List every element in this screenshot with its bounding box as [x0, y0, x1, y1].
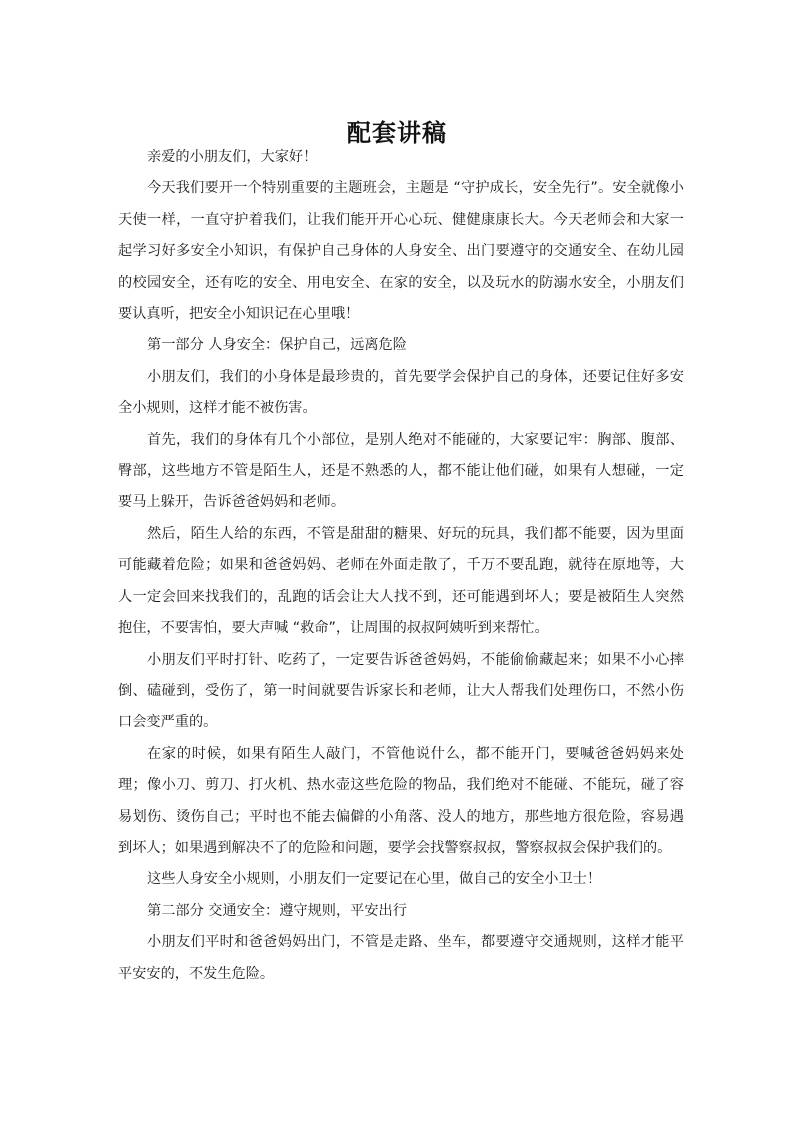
- paragraph-intro: 今天我们要开一个特别重要的主题班会，主题是 “守护成长，安全先行”。安全就像小天使一样，一直守护着我们，让我们能开开心心玩、健健康康长大。今天老师会和大家一起学习好多安全小知识，有保护自己身体的人身安全、出门要遵守的交通安全、在幼儿园的校园安全，还有吃的安全、用电安全、在家的安全，以及玩水的防溺水安全，小朋友们要认真听，把安全小知识记在心里哦！: [118, 180, 684, 323]
- paragraph: 然后，陌生人给的东西，不管是甜甜的糖果、好玩的玩具，我们都不能要，因为里面可能藏着危险；如果和爸爸妈妈、老师在外面走散了，千万不要乱跑，就待在原地等，大人一定会回来找我们的，乱跑的话会让大人找不到，还可能遇到坏人；要是被陌生人突然抱住，不要害怕，要大声喊 “救命”，让周围的叔叔阿姨听到来帮忙。: [118, 525, 684, 637]
- paragraph: 首先，我们的身体有几个小部位，是别人绝对不能碰的，大家要记牢：胸部、腹部、臀部，这些地方不管是陌生人，还是不熟悉的人，都不能让他们碰，如果有人想碰，一定要马上躲开，告诉爸爸妈妈和老师。: [118, 431, 684, 511]
- section-heading-traffic-safety: 第二部分 交通安全：遵守规则，平安出行: [147, 902, 407, 919]
- section-heading-personal-safety: 第一部分 人身安全：保护自己，远离危险: [147, 337, 407, 354]
- document-title: 配套讲稿: [347, 118, 447, 148]
- paragraph: 小朋友们，我们的小身体是最珍贵的，首先要学会保护自己的身体，还要记住好多安全小规则，这样才能不被伤害。: [118, 368, 684, 417]
- paragraph: 小朋友们平时和爸爸妈妈出门，不管是走路、坐车，都要遵守交通规则，这样才能平平安安的，不发生危险。: [118, 934, 684, 982]
- paragraph: 这些人身安全小规则，小朋友们一定要记在心里，做自己的安全小卫士！: [147, 871, 602, 888]
- paragraph: 小朋友们平时打针、吃药了，一定要告诉爸爸妈妈，不能偷偷藏起来；如果不小心摔倒、磕碰到，受伤了，第一时间就要告诉家长和老师，让大人帮我们处理伤口，不然小伤口会变严重的。: [118, 651, 684, 731]
- document-body: [118, 142, 684, 990]
- paragraph: 在家的时候，如果有陌生人敲门，不管他说什么，都不能开门，要喊爸爸妈妈来处理；像小刀、剪刀、打火机、热水壶这些危险的物品，我们绝对不能碰、不能玩，碰了容易划伤、烫伤自己；平时也不能去偏僻的小角落、没人的地方，那些地方很危险，容易遇到坏人；如果遇到解决不了的危险和问题，要学会找警察叔叔，警察叔叔会保护我们的。: [118, 745, 684, 856]
- paragraph-greeting: 亲爱的小朋友们，大家好！: [147, 149, 318, 165]
